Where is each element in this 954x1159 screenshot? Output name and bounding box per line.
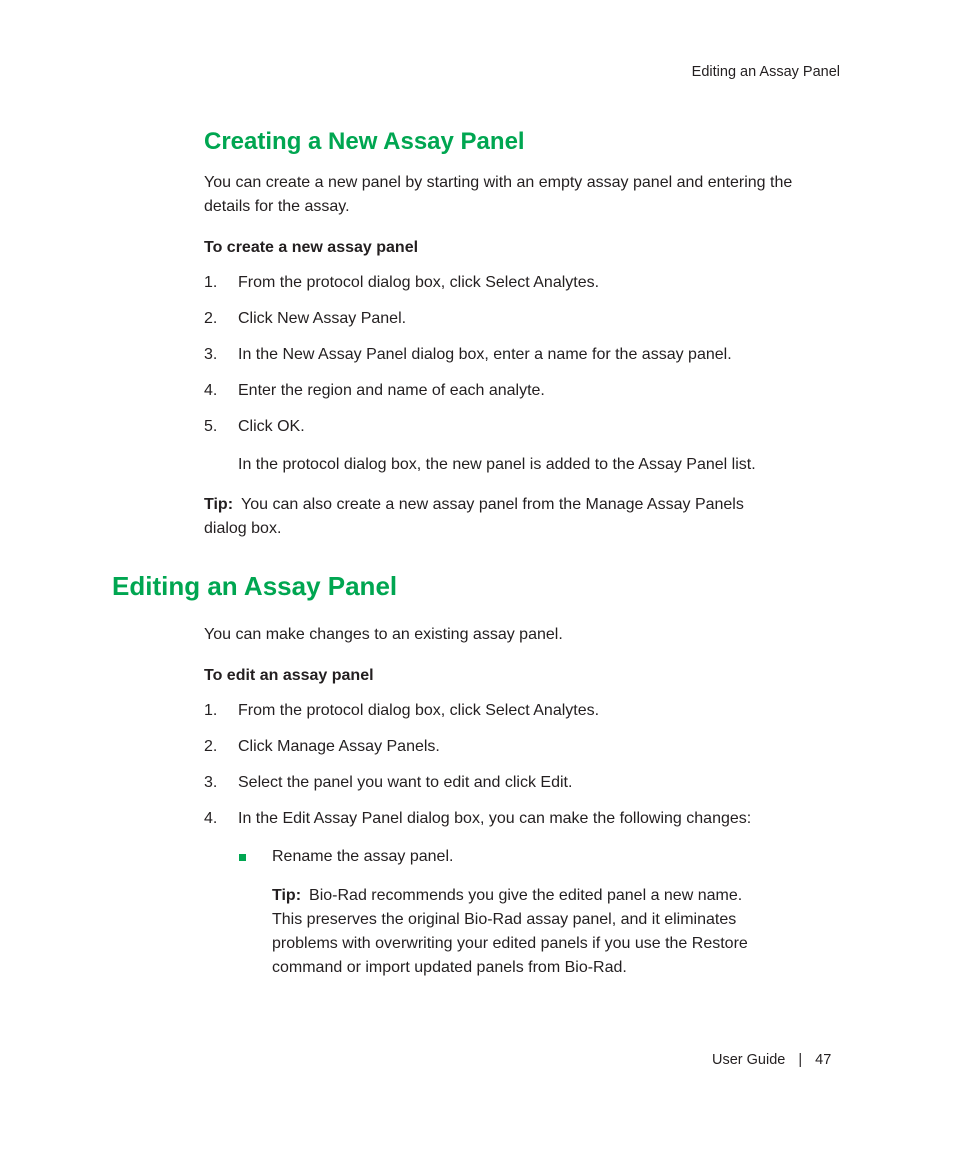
create-step-5 [204,418,305,436]
step-number: 4. [204,382,218,399]
bullet-item-rename: Rename the assay panel. [272,848,454,865]
step-number: 3. [204,346,218,363]
tip-edit [272,884,748,980]
step-text: Click OK. [238,418,305,435]
step-text: Click New Assay Panel. [238,310,407,327]
edit-step-4 [204,810,751,828]
step-number: 3. [204,774,218,791]
footer-separator: | [798,1052,803,1068]
step-number: 4. [204,810,218,827]
step-text: Enter the region and name of each analyte. [238,382,545,399]
step-number: 1. [204,274,218,291]
step-number: 2. [204,738,218,755]
create-step-3 [204,346,732,364]
running-header: Editing an Assay Panel [691,64,840,80]
procedure-title-create: To create a new assay panel [204,239,419,256]
step-text: In the New Assay Panel dialog box, enter a name for the assay panel. [238,346,732,363]
tip-label: Tip: [272,887,302,904]
create-intro-line: You can create a new panel by starting with an empty assay panel and entering the [204,174,793,191]
create-step-4 [204,382,545,400]
edit-step-2 [204,738,440,756]
create-step-result: In the protocol dialog box, the new panel is added to the Assay Panel list. [238,456,756,473]
tip-text: Bio-Rad recommends you give the edited panel a new name. [309,887,743,904]
tip-text: dialog box. [204,520,282,537]
tip-create [204,493,744,541]
create-step-2 [204,310,406,328]
step-text: Click Manage Assay Panels. [238,738,440,755]
tip-text: You can also create a new assay panel from the Manage Assay Panels [241,496,744,513]
page-number: 47 [815,1052,832,1068]
tip-label: Tip: [204,496,234,513]
step-number: 2. [204,310,218,327]
tip-text: command or import updated panels from Bio-Rad. [272,959,627,976]
page-footer [712,1052,831,1068]
step-text: From the protocol dialog box, click Select Analytes. [238,702,600,719]
edit-step-3 [204,774,572,792]
procedure-title-edit: To edit an assay panel [204,667,374,684]
step-number: 5. [204,418,218,435]
section-heading-create: Creating a New Assay Panel [204,128,525,155]
step-text: In the Edit Assay Panel dialog box, you can make the following changes: [238,810,752,827]
step-text: From the protocol dialog box, click Select Analytes. [238,274,600,291]
create-step-1 [204,274,599,292]
footer-doc-name: User Guide [712,1052,786,1068]
section-heading-edit: Editing an Assay Panel [112,571,398,601]
step-text: Select the panel you want to edit and click Edit. [238,774,573,791]
edit-intro: You can make changes to an existing assay panel. [204,626,563,643]
edit-step-1 [204,702,599,720]
tip-text: problems with overwriting your edited panels if you use the Restore [272,935,748,952]
square-bullet-icon [239,854,246,861]
tip-text: This preserves the original Bio-Rad assay panel, and it eliminates [272,911,737,928]
create-intro-line: details for the assay. [204,198,350,215]
step-number: 1. [204,702,218,719]
create-intro [204,171,792,219]
